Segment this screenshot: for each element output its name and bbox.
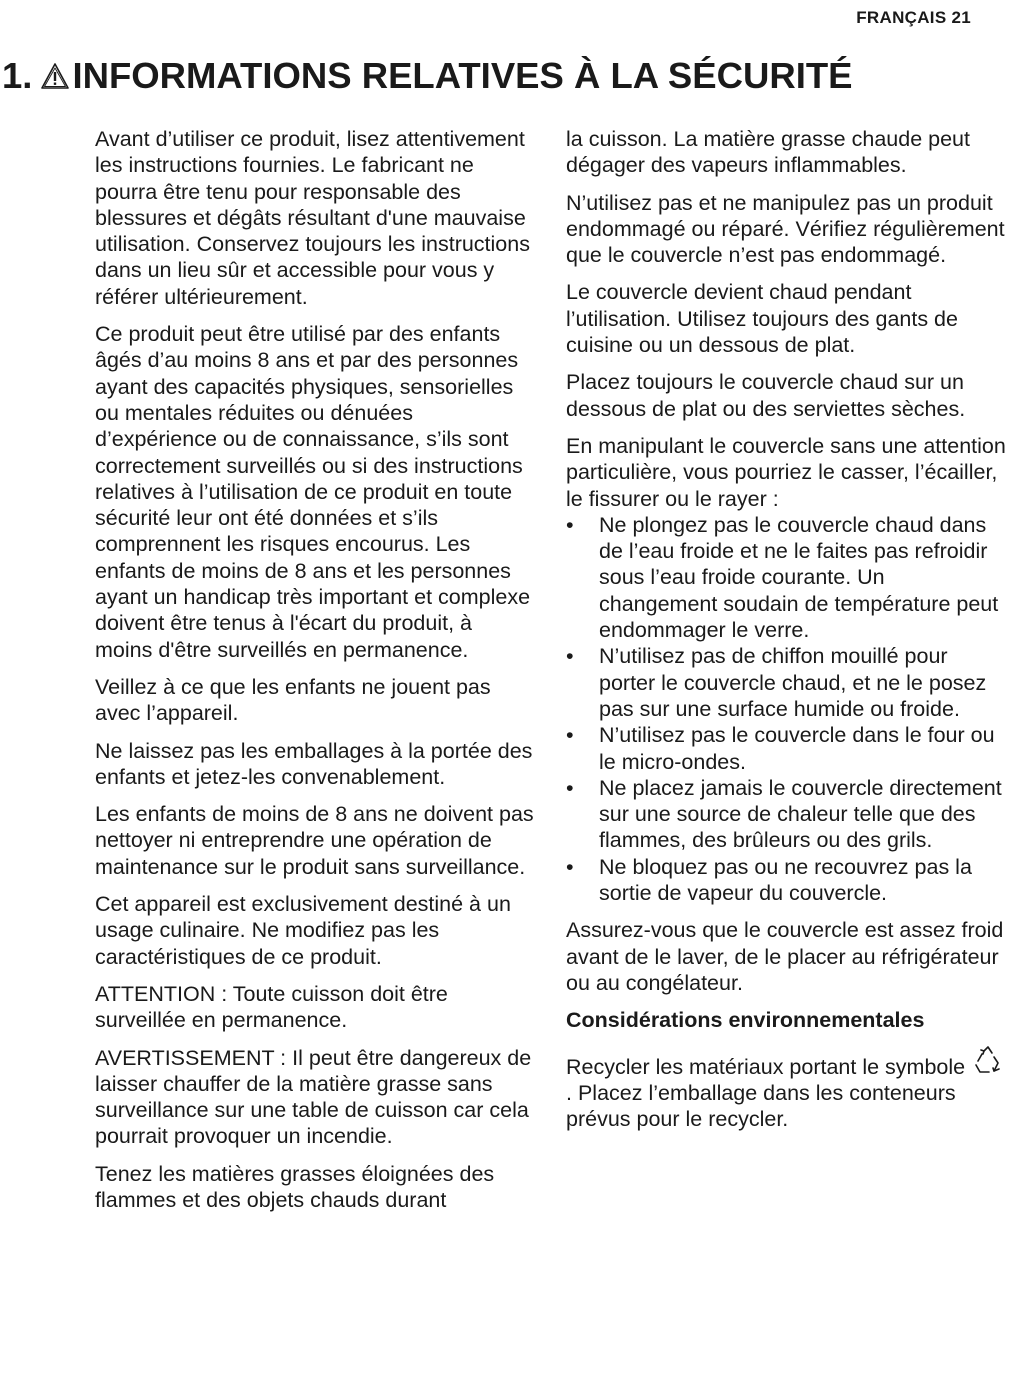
paragraph-hot-fat: la cuisson. La matière grasse chaude peut dégager des vapeurs inflammables. bbox=[566, 127, 970, 178]
list-item bbox=[566, 775, 1006, 854]
bullet-marker: • bbox=[566, 854, 574, 879]
recycle-text-before: Recycler les matériaux portant le symbole bbox=[566, 1054, 972, 1079]
paragraph-recycle bbox=[566, 1045, 1006, 1133]
environment-heading: Considérations environnementales bbox=[566, 1008, 925, 1033]
paragraph-place-lid: Placez toujours le couvercle chaud sur un dessous de plat ou des serviettes sèches. bbox=[566, 370, 966, 421]
paragraph-culinary-use: Cet appareil est exclusivement destiné à un usage culinaire. Ne modifiez pas les caractéristiques de ce produit. bbox=[95, 892, 511, 969]
safety-bullet-list bbox=[566, 512, 1006, 906]
section-number: 1. bbox=[2, 55, 33, 96]
recycle-text-after: . Placez l’emballage dans les conteneurs prévus pour le recycler. bbox=[566, 1080, 956, 1132]
bullet-marker: • bbox=[566, 644, 574, 669]
list-item-text: Ne plongez pas le couvercle chaud dans de l’eau froide et ne le faites pas refroidir sous l’eau froide courante. Un changement soudain de température peut endommager le verre. bbox=[599, 512, 999, 643]
paragraph-handling: En manipulant le couvercle sans une attention particulière, vous pourriez le casser, l’écailler, le fissurer ou le rayer : bbox=[566, 433, 1006, 511]
list-item bbox=[566, 854, 1006, 907]
paragraph-cool-lid: Assurez-vous que le couvercle est assez froid avant de le laver, de le placer au réfrigérateur ou au congélateur. bbox=[566, 918, 1004, 995]
list-item bbox=[566, 722, 1006, 775]
right-column bbox=[566, 126, 1006, 1143]
paragraph-children-persons: Ce produit peut être utilisé par des enfants âgés d’au moins 8 ans et par des personnes ayant des capacités physiques, sensorielles ou mentales réduites ou dénuées d’expérience ou de connaissance, s’ils sont correctement surveillés ou si des instructions relatives à l’utilisation de ce produit en toute sécurité leur ont été données et s’ils comprennent les risques encourus. Les enfants de moins de 8 ans et les personnes ayant un handicap très important et complexe doivent être tenus à l'écart du produit, à moins d'être surveillés en permanence. bbox=[95, 322, 531, 662]
paragraph-children-play: Veillez à ce que les enfants ne jouent pas avec l’appareil. bbox=[95, 674, 491, 726]
bullet-marker: • bbox=[566, 512, 574, 537]
bullet-marker: • bbox=[566, 723, 574, 748]
left-column bbox=[95, 126, 535, 1224]
list-item-text: N’utilisez pas de chiffon mouillé pour porter le couvercle chaud, et ne le posez pas sur une surface humide ou froide. bbox=[599, 644, 987, 721]
list-item-text: Ne placez jamais le couvercle directement sur une source de chaleur telle que des flammes, des brûleurs ou des grils. bbox=[599, 775, 1002, 853]
list-item bbox=[566, 512, 1006, 643]
paragraph-packaging: Ne laissez pas les emballages à la portée des enfants et jetez-les convenablement. bbox=[95, 738, 533, 789]
section-title bbox=[2, 56, 852, 96]
warning-triangle-icon bbox=[40, 61, 70, 91]
recycle-icon bbox=[972, 1045, 1004, 1077]
section-title-text: INFORMATIONS RELATIVES À LA SÉCURITÉ bbox=[72, 55, 853, 96]
paragraph-read-instructions: Avant d’utiliser ce produit, lisez attentivement les instructions fournies. Le fabricant ne pourra être tenu pour responsable des blessures et dégâts résultant d'une mauvaise utilisation. Conservez toujours les instructions dans un lieu sûr et accessible pour vous y référer ultérieurement. bbox=[95, 127, 530, 309]
paragraph-lid-hot: Le couvercle devient chaud pendant l’utilisation. Utilisez toujours des gants de cuisine ou un dessous de plat. bbox=[566, 280, 958, 358]
paragraph-damaged-product: N’utilisez pas et ne manipulez pas un produit endommagé ou réparé. Vérifiez régulièrement que le couvercle n’est pas endommagé. bbox=[566, 190, 1005, 268]
list-item-text: N’utilisez pas le couvercle dans le four ou le micro-ondes. bbox=[599, 723, 995, 774]
paragraph-attention: ATTENTION : Toute cuisson doit être surveillée en permanence. bbox=[95, 981, 448, 1033]
bullet-marker: • bbox=[566, 775, 574, 800]
paragraph-cleaning: Les enfants de moins de 8 ans ne doivent pas nettoyer ni entreprendre une opération de maintenance sur le produit sans surveillance. bbox=[95, 802, 534, 879]
list-item-text: Ne bloquez pas ou ne recouvrez pas la sortie de vapeur du couvercle. bbox=[599, 854, 972, 906]
list-item bbox=[566, 643, 1006, 722]
paragraph-warning: AVERTISSEMENT : Il peut être dangereux de laisser chauffer de la matière grasse sans surveillance sur une table de cuisson car cela pourrait provoquer un incendie. bbox=[95, 1045, 532, 1149]
page-header: FRANÇAIS 21 bbox=[856, 8, 971, 27]
paragraph-fats: Tenez les matières grasses éloignées des flammes et des objets chauds durant bbox=[95, 1161, 495, 1212]
